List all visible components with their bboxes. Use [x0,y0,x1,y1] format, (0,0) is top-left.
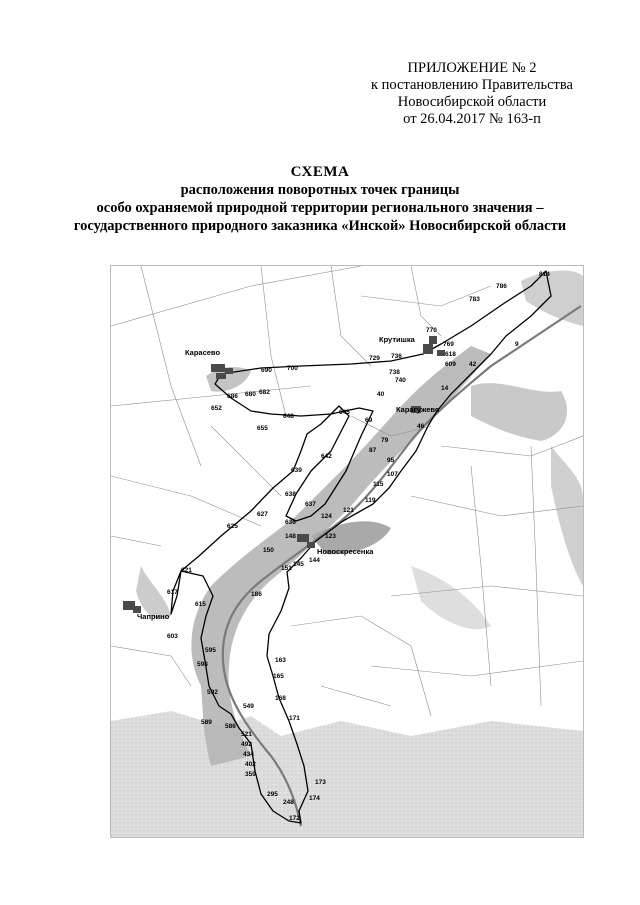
point-625: 625 [227,523,238,530]
village-chaprino: Чаприно [137,612,170,621]
point-168: 168 [275,695,286,702]
title-line-4: государственного природного заказника «Инской» Новосибирской области [73,218,567,234]
point-783: 783 [469,296,480,303]
point-14: 14 [441,385,449,392]
appendix-region: Новосибирской области [397,94,547,110]
point-814: 814 [539,271,550,278]
point-492: 492 [241,741,252,748]
point-123: 123 [325,533,336,540]
point-79: 79 [381,437,389,444]
point-686: 686 [227,393,238,400]
point-295: 295 [267,791,278,798]
point-786: 786 [496,283,507,290]
point-645: 645 [339,409,350,416]
point-736: 736 [391,353,402,360]
point-434: 434 [243,751,254,758]
map-canvas [111,266,583,837]
point-638: 638 [285,491,296,498]
point-171: 171 [289,715,300,722]
point-642: 642 [321,453,332,460]
point-589: 589 [201,719,212,726]
point-115: 115 [373,481,384,488]
point-107: 107 [387,471,398,478]
point-402: 402 [245,761,256,768]
point-124: 124 [321,513,332,520]
point-700: 700 [287,365,298,372]
point-617: 617 [167,589,178,596]
point-615: 615 [195,601,206,608]
point-648: 648 [283,413,294,420]
point-729: 729 [369,355,380,362]
point-521: 521 [241,731,252,738]
title-scheme: СХЕМА [290,164,350,180]
point-145: 145 [293,561,304,568]
point-769: 769 [443,341,454,348]
document-title [40,164,600,235]
point-95: 95 [387,457,395,464]
point-9: 9 [515,341,519,348]
point-603: 603 [167,633,178,640]
point-618: 618 [445,351,456,358]
point-87: 87 [369,447,377,454]
point-682: 682 [259,389,270,396]
point-150: 150 [263,547,274,554]
point-40: 40 [377,391,385,398]
point-636: 636 [285,519,296,526]
appendix-resolution-ref: к постановлению Правительства [371,77,573,93]
appendix-number: ПРИЛОЖЕНИЕ № 2 [407,60,537,76]
point-42: 42 [469,361,477,368]
point-637: 637 [305,501,316,508]
point-248: 248 [283,799,294,806]
point-609: 609 [445,361,456,368]
point-586: 586 [225,723,236,730]
point-359: 359 [245,771,256,778]
point-151: 151 [281,565,292,572]
point-655: 655 [257,425,268,432]
point-174: 174 [309,795,320,802]
point-598: 598 [197,661,208,668]
point-592: 592 [207,689,218,696]
point-738: 738 [389,369,400,376]
point-186: 186 [251,591,262,598]
title-line-2: расположения поворотных точек границы [180,182,460,198]
point-119: 119 [365,497,376,504]
village-novoskreskaya: Новоскресенка [317,547,374,556]
point-627: 627 [257,511,268,518]
village-karagujevo: Карагужево [396,405,440,414]
point-549: 549 [243,703,254,710]
point-165: 165 [273,673,284,680]
point-770: 770 [426,327,437,334]
point-690: 690 [261,367,272,374]
point-144: 144 [309,557,320,564]
reserve-map [110,265,584,838]
title-line-3: особо охраняемой природной территории регионального значения – [96,200,544,216]
point-172: 172 [289,815,300,822]
point-595: 595 [205,647,216,654]
point-173: 173 [315,779,326,786]
point-163: 163 [275,657,286,664]
village-karasevo: Карасево [185,348,221,357]
point-148: 148 [285,533,296,540]
point-652: 652 [211,405,222,412]
point-121: 121 [343,507,354,514]
point-69: 69 [365,417,373,424]
point-621: 621 [181,567,192,574]
village-krutishka: Крутишка [379,335,415,344]
appendix-date: от 26.04.2017 № 163-п [403,111,541,127]
point-639: 639 [291,467,302,474]
point-680: 680 [245,391,256,398]
point-46: 46 [417,423,425,430]
appendix-header [362,60,582,128]
point-740: 740 [395,377,406,384]
